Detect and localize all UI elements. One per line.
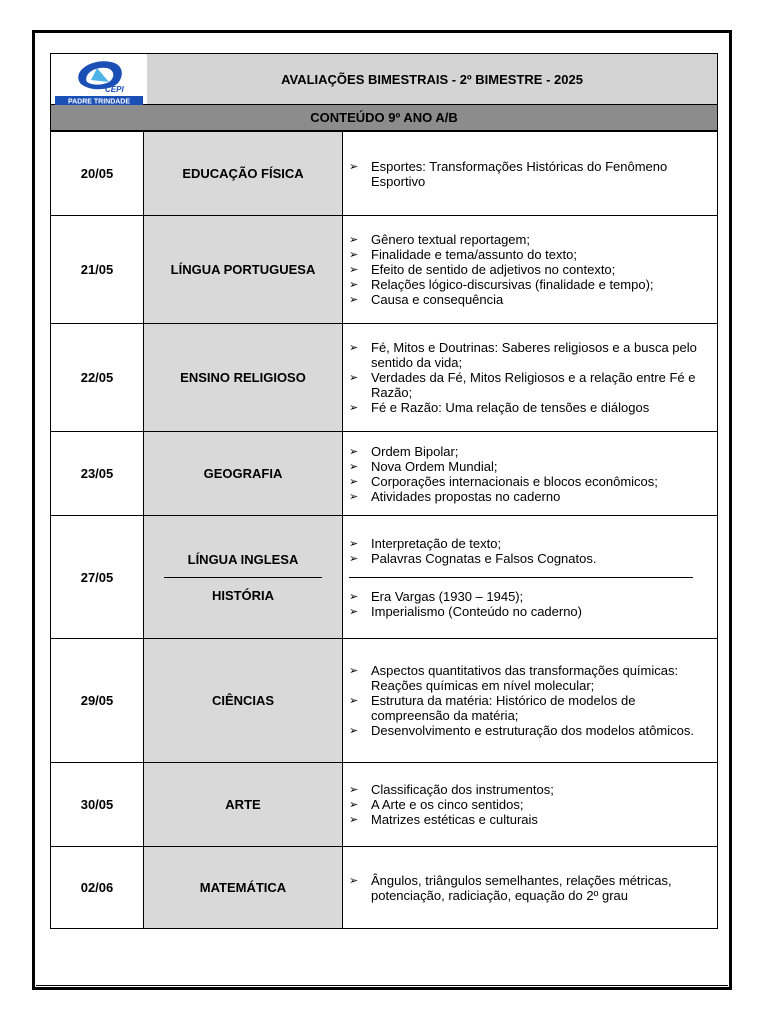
logo-text-bottom: PADRE TRINDADE <box>67 98 131 106</box>
list-item: ➢ Interpretação de texto; <box>371 536 709 551</box>
list-item: ➢ Corporações internacionais e blocos econômicos; <box>371 474 709 489</box>
subject-cell-split <box>144 516 343 639</box>
subject-name: LÍNGUA PORTUGUESA <box>144 216 343 324</box>
exam-date: 22/05 <box>51 324 144 432</box>
list-item: ➢ Palavras Cognatas e Falsos Cognatos. <box>371 551 709 566</box>
list-item: ➢ Estrutura da matéria: Histórico de modelos de compreensão da matéria; <box>371 693 709 723</box>
list-item: ➢ Verdades da Fé, Mitos Religiosos e a relação entre Fé e Razão; <box>371 370 709 400</box>
content-cell <box>343 639 718 763</box>
document-title: AVALIAÇÕES BIMESTRAIS - 2º BIMESTRE - 2025 <box>147 54 717 104</box>
list-item: ➢ Nova Ordem Mundial; <box>371 459 709 474</box>
list-item: ➢ Aspectos quantitativos das transformações químicas: Reações químicas em nível molecular; <box>371 663 709 693</box>
subject-name: EDUCAÇÃO FÍSICA <box>144 132 343 216</box>
list-item: ➢ Fé e Razão: Uma relação de tensões e diálogos <box>371 400 709 415</box>
content-cell <box>343 132 718 216</box>
content-cell <box>343 847 718 929</box>
table-row <box>51 132 718 216</box>
content-list <box>371 663 709 738</box>
schedule-sheet <box>50 53 718 929</box>
subject-name: HISTÓRIA <box>211 587 275 603</box>
list-item: ➢ Matrizes estéticas e culturais <box>371 812 709 827</box>
logo-text-top: CEPI <box>105 85 124 94</box>
exam-date: 27/05 <box>51 516 144 639</box>
list-item: ➢ Gênero textual reportagem; <box>371 232 709 247</box>
list-item: ➢ Era Vargas (1930 – 1945); <box>371 589 709 604</box>
list-item: ➢ Esportes: Transformações Históricas do Fenômeno Esportivo <box>371 159 709 189</box>
list-item: ➢ Efeito de sentido de adjetivos no contexto; <box>371 262 709 277</box>
content-cell <box>343 432 718 516</box>
content-cell <box>343 516 718 639</box>
logo-emblem-icon <box>51 54 147 106</box>
list-item: ➢ Classificação dos instrumentos; <box>371 782 709 797</box>
list-item: ➢ Causa e consequência <box>371 292 709 307</box>
table-row <box>51 324 718 432</box>
exam-date: 20/05 <box>51 132 144 216</box>
content-list <box>371 444 709 504</box>
subject-name: GEOGRAFIA <box>144 432 343 516</box>
list-item: ➢ A Arte e os cinco sentidos; <box>371 797 709 812</box>
table-row <box>51 763 718 847</box>
exam-date: 21/05 <box>51 216 144 324</box>
content-list <box>371 782 709 827</box>
list-item: ➢ Relações lógico-discursivas (finalidade e tempo); <box>371 277 709 292</box>
exam-date: 23/05 <box>51 432 144 516</box>
document-subtitle: CONTEÚDO 9º ANO A/B <box>50 105 718 131</box>
schedule-table <box>50 131 718 929</box>
content-cell <box>343 763 718 847</box>
exam-date: 30/05 <box>51 763 144 847</box>
header <box>50 53 718 105</box>
subject-name: ARTE <box>144 763 343 847</box>
list-item: ➢ Fé, Mitos e Doutrinas: Saberes religiosos e a busca pelo sentido da vida; <box>371 340 709 370</box>
list-item: ➢ Desenvolvimento e estruturação dos modelos atômicos. <box>371 723 709 738</box>
content-list <box>371 536 709 566</box>
subject-name: LÍNGUA INGLESA <box>187 551 299 567</box>
subject-name: MATEMÁTICA <box>144 847 343 929</box>
list-item: ➢ Imperialismo (Conteúdo no caderno) <box>371 604 709 619</box>
list-item: ➢ Finalidade e tema/assunto do texto; <box>371 247 709 262</box>
list-item: ➢ Ordem Bipolar; <box>371 444 709 459</box>
exam-date: 29/05 <box>51 639 144 763</box>
content-divider <box>349 577 693 578</box>
content-list <box>371 232 709 307</box>
table-row <box>51 639 718 763</box>
table-row <box>51 216 718 324</box>
content-list <box>371 340 709 415</box>
subject-name: ENSINO RELIGIOSO <box>144 324 343 432</box>
subject-divider <box>164 577 322 578</box>
list-item: ➢ Ângulos, triângulos semelhantes, relações métricas, potenciação, radiciação, equação do 2º grau <box>371 873 709 903</box>
table-row <box>51 432 718 516</box>
list-item: ➢ Atividades propostas no caderno <box>371 489 709 504</box>
content-cell <box>343 216 718 324</box>
content-list <box>371 159 709 189</box>
table-row <box>51 847 718 929</box>
exam-date: 02/06 <box>51 847 144 929</box>
content-cell <box>343 324 718 432</box>
school-logo <box>51 54 147 104</box>
table-row <box>51 516 718 639</box>
content-list <box>371 873 709 903</box>
content-list <box>371 589 709 619</box>
subject-name: CIÊNCIAS <box>144 639 343 763</box>
